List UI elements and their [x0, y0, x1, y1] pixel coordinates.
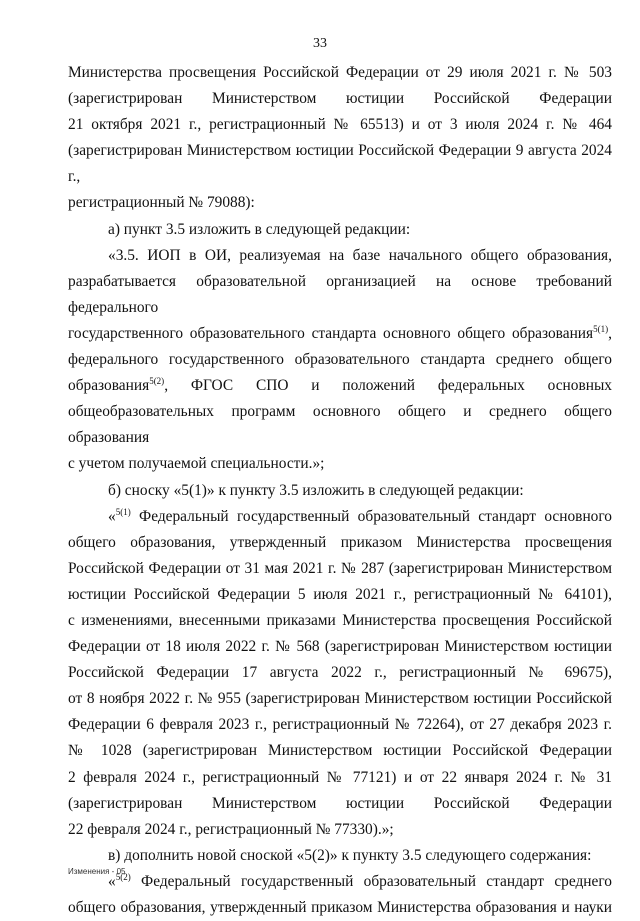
line-text: общеобразовательных программ основного общего и среднего общего образования [68, 403, 612, 447]
line-text: Федерации от 18 июля 2022 г. № 568 (зарегистрирован Министерством юстиции [68, 638, 612, 656]
line-text: (зарегистрирован Министерством юстиции Российской Федерации [68, 794, 612, 812]
text-line [68, 243, 612, 269]
line-text: Российской Федерации от 31 мая 2021 г. № 287 (зарегистрирован Министерством [68, 559, 612, 577]
line-text: общего образования, утвержденный приказом Министерства просвещения [68, 533, 612, 551]
text-line [68, 817, 612, 843]
line-suffix: Федеральный государственный образовательный стандарт среднего [130, 872, 612, 890]
footnote-reference: 5(2) [115, 871, 131, 882]
line-text: от 8 ноября 2022 г. № 955 (зарегистрирован Министерством юстиции Российской [68, 690, 612, 708]
text-line [68, 765, 612, 791]
text-line [68, 399, 612, 451]
text-line [68, 217, 612, 243]
line-text: государственного образовательного стандарта основного общего образования [68, 324, 594, 342]
text-line [68, 791, 612, 817]
text-line [68, 634, 612, 660]
line-suffix: Федеральный государственный образовательный стандарт основного [130, 507, 612, 525]
line-text: общего образования, утвержденный приказом Министерства образования и науки [68, 899, 612, 916]
line-text: 21 октября 2021 г., регистрационный № 65513) и от 3 июля 2024 г. № 464 [68, 116, 612, 134]
text-line [68, 556, 612, 582]
line-text: Федерации 6 февраля 2023 г., регистрационный № 72264), от 27 декабря 2023 г. [68, 716, 612, 734]
line-text: Министерства просвещения Российской Федерации от 29 июля 2021 г. № 503 [68, 64, 612, 81]
document-body [68, 60, 612, 921]
line-text: федерального государственного образовательного стандарта среднего общего [68, 351, 612, 369]
text-line [68, 478, 612, 504]
text-line [68, 451, 612, 477]
text-line [68, 60, 612, 86]
text-line [68, 347, 612, 373]
line-text: в) дополнить новой сноской «5(2)» к пункту 3.5 следующего содержания: [108, 846, 592, 864]
footnote-reference: 5(1) [115, 506, 131, 517]
text-line [68, 686, 612, 712]
text-line [68, 190, 612, 216]
text-line [68, 269, 612, 321]
line-text: 2 февраля 2024 г., регистрационный № 77121) и от 22 января 2024 г. № 31 [68, 768, 612, 786]
line-text: с изменениями, внесенными приказами Министерства просвещения Российской [68, 611, 612, 629]
line-text: юстиции Российской Федерации 5 июля 2021 г., регистрационный № 64101), [68, 585, 612, 603]
text-line [68, 895, 612, 921]
line-prefix: « [108, 872, 116, 890]
line-text: регистрационный № 79088): [68, 194, 255, 212]
line-text: (зарегистрирован Министерством юстиции Российской Федерации [68, 90, 612, 108]
text-line [68, 660, 612, 686]
line-prefix: « [108, 507, 116, 525]
footer-note: Изменения - 05 [68, 867, 126, 876]
text-line [68, 112, 612, 138]
line-text: «3.5. ИОП в ОИ, реализуемая на базе начального общего образования, [108, 246, 612, 264]
text-line [68, 321, 612, 347]
line-text: 22 февраля 2024 г., регистрационный № 77330).»; [68, 820, 394, 838]
text-line [68, 530, 612, 556]
text-line [68, 869, 612, 895]
line-suffix: , ФГОС СПО и положений федеральных основных [164, 377, 612, 395]
text-line [68, 86, 612, 112]
line-text: № 1028 (зарегистрирован Министерством юстиции Российской Федерации [68, 742, 612, 760]
text-line [68, 138, 612, 190]
line-text: разрабатывается образовательной организацией на основе требований федерального [68, 272, 612, 316]
text-line [68, 608, 612, 634]
page-number: 33 [313, 36, 327, 51]
line-text: (зарегистрирован Министерством юстиции Российской Федерации 9 августа 2024 г., [68, 142, 612, 186]
line-text: Российской Федерации 17 августа 2022 г., регистрационный № 69675), [68, 664, 612, 682]
text-line [68, 843, 612, 869]
text-line [68, 582, 612, 608]
text-line [68, 373, 612, 399]
text-line [68, 712, 612, 738]
footnote-reference: 5(1) [593, 323, 609, 334]
line-suffix: , [608, 324, 612, 342]
text-line [68, 504, 612, 530]
footnote-reference: 5(2) [149, 376, 165, 387]
text-line [68, 738, 612, 764]
line-text: с учетом получаемой специальности.»; [68, 455, 325, 473]
line-text: образования [68, 377, 150, 395]
line-text: б) сноску «5(1)» к пункту 3.5 изложить в следующей редакции: [108, 481, 524, 499]
line-text: а) пункт 3.5 изложить в следующей редакции: [108, 220, 411, 238]
